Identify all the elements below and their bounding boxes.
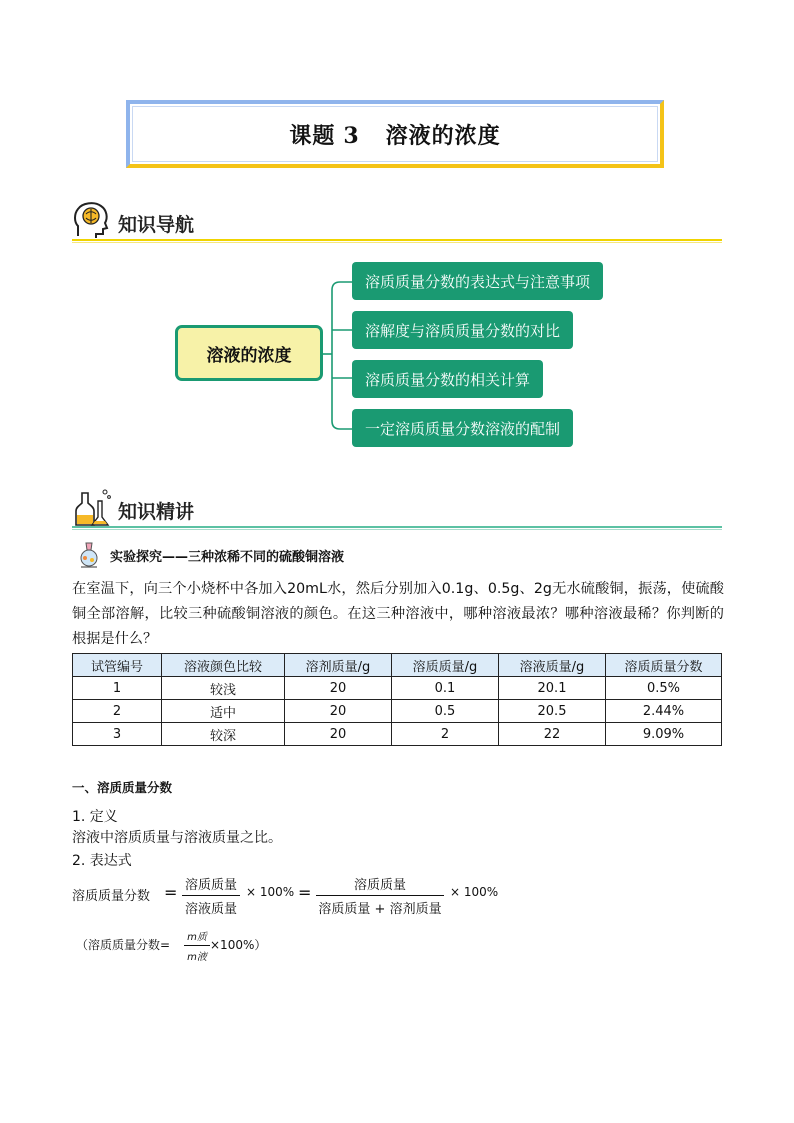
formula-fraction-2 <box>316 874 444 917</box>
fraction-denominator: 溶液质量 <box>184 902 237 917</box>
table-cell: 1 <box>73 677 162 700</box>
fraction-numerator: 溶质质量 <box>353 878 406 893</box>
expression-label: 2. 表达式 <box>72 853 132 869</box>
formula2-open: （溶质质量分数= <box>76 938 171 952</box>
table-cell: 适中 <box>162 700 285 723</box>
section-rule-thin <box>72 529 722 530</box>
formula-lhs: 溶质质量分数 <box>72 889 151 904</box>
table-cell: 2 <box>73 700 162 723</box>
table-cell: 3 <box>73 723 162 746</box>
table-row <box>73 677 722 700</box>
table-cell: 0.1 <box>392 677 499 700</box>
table-cell: 较浅 <box>162 677 285 700</box>
formula-equals: = <box>164 883 178 902</box>
table-header: 溶剂质量/g <box>285 654 392 677</box>
table-header: 试管编号 <box>73 654 162 677</box>
table-cell: 20 <box>285 700 392 723</box>
formula2-close: ×100%） <box>210 938 267 952</box>
table-cell: 较深 <box>162 723 285 746</box>
table-header-row <box>73 654 722 677</box>
formula2-fraction <box>184 928 210 963</box>
mindmap-branch: 溶解度与溶质质量分数的对比 <box>352 311 573 349</box>
section-rule-thin <box>72 242 722 243</box>
experiment-table <box>72 653 722 746</box>
definition-label: 1. 定义 <box>72 809 118 825</box>
fraction-denominator: m液 <box>187 952 207 963</box>
section-header-nav <box>72 200 722 240</box>
mindmap-root: 溶液的浓度 <box>175 325 323 381</box>
section-title-lecture: 知识精讲 <box>118 501 195 523</box>
mindmap-branch: 一定溶质质量分数溶液的配制 <box>352 409 573 447</box>
mass-fraction-formula-short <box>72 928 272 968</box>
table-cell: 2.44% <box>606 700 722 723</box>
title-number: 3 <box>343 122 360 149</box>
fraction-numerator: m质 <box>187 932 207 943</box>
title-box <box>126 100 664 168</box>
table-cell: 20.5 <box>499 700 606 723</box>
table-header: 溶液颜色比较 <box>162 654 285 677</box>
formula-equals: = <box>298 883 312 902</box>
table-cell: 20 <box>285 723 392 746</box>
concept-heading: 一、溶质质量分数 <box>72 780 173 795</box>
table-cell: 9.09% <box>606 723 722 746</box>
table-cell: 0.5% <box>606 677 722 700</box>
experiment-paragraph: 在室温下，向三个小烧杯中各加入20mL水，然后分别加入0.1g、0.5g、2g无水硫酸铜，振荡，使硫酸铜全部溶解，比较三种硫酸铜溶液的颜色。在这三种溶液中，哪种溶液最浓？哪种溶液最稀？你判断的根据是什么？ <box>72 581 724 647</box>
formula-times: × 100% <box>450 885 499 899</box>
formula-fraction-1 <box>182 874 240 917</box>
title-prefix: 课题 <box>289 122 336 149</box>
definition-text: 溶液中溶质质量与溶液质量之比。 <box>72 830 282 846</box>
table-cell: 2 <box>392 723 499 746</box>
mass-fraction-formula <box>72 874 512 917</box>
table-header: 溶质质量分数 <box>606 654 722 677</box>
title-name: 溶液的浓度 <box>385 122 501 149</box>
table-cell: 20 <box>285 677 392 700</box>
table-cell: 20.1 <box>499 677 606 700</box>
section-rule <box>72 526 722 528</box>
fraction-denominator: 溶质质量 + 溶剂质量 <box>318 902 442 917</box>
section-title-nav: 知识导航 <box>118 214 195 236</box>
section-header-lecture <box>72 487 722 527</box>
table-row <box>73 723 722 746</box>
mindmap-branch: 溶质质量分数的相关计算 <box>352 360 543 398</box>
table-cell: 0.5 <box>392 700 499 723</box>
table-row <box>73 700 722 723</box>
table-header: 溶液质量/g <box>499 654 606 677</box>
lab-flask-icon <box>72 487 112 527</box>
fraction-numerator: 溶质质量 <box>184 878 237 893</box>
experiment-title: 实验探究——三种浓稀不同的硫酸铜溶液 <box>110 550 345 565</box>
table-cell: 22 <box>499 723 606 746</box>
brain-head-icon <box>72 200 112 240</box>
experiment-icon <box>76 540 102 568</box>
table-header: 溶质质量/g <box>392 654 499 677</box>
mindmap-branch: 溶质质量分数的表达式与注意事项 <box>352 262 603 300</box>
formula-times: × 100% <box>246 885 295 899</box>
section-rule <box>72 239 722 241</box>
page-title <box>289 119 500 150</box>
